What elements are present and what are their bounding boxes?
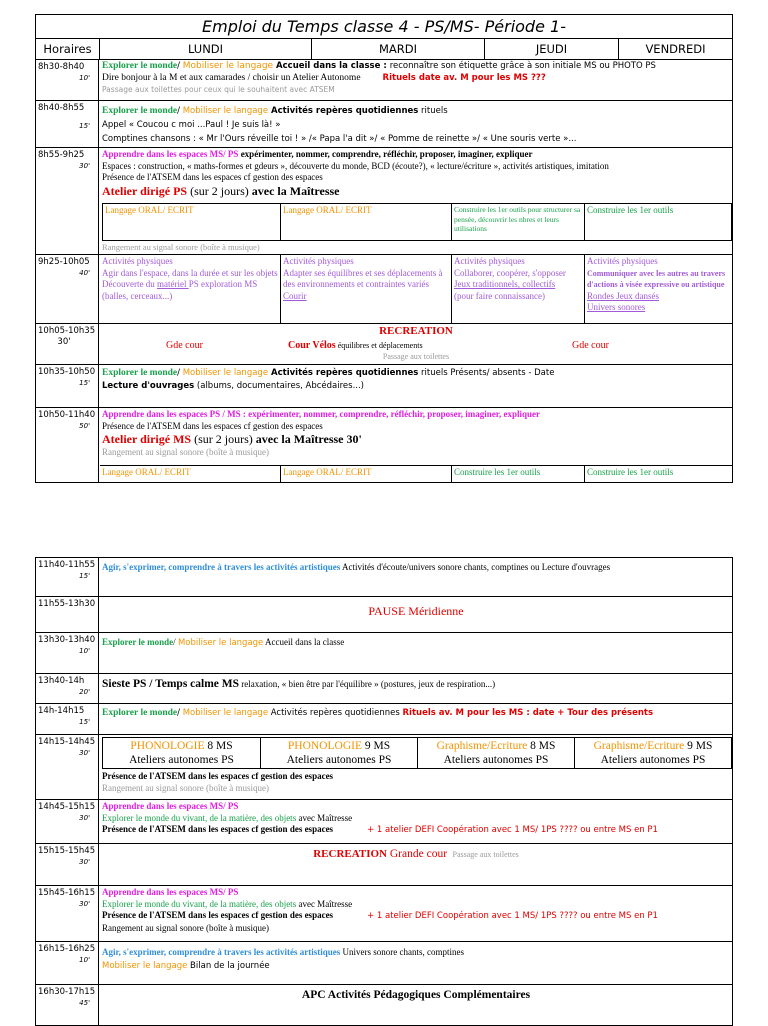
row-14h45 [35,799,733,844]
row-9h25 [35,254,733,324]
schedule-header [35,14,733,60]
row-content: Explorer le monde/ Mobiliser le langage Accueil dans la classe : reconnaître son étiquette grâce à son initiale MS ou PHOTO PS Dire bonjour à la M et aux camarades / choisir un Atelier Autonome Rituels date av. M pour les MS ??? Passage aux toilettes pour ceux qui le souhaitent avec ATSEM [102,61,656,94]
row-10h05 [35,323,733,365]
row-14h [35,703,733,735]
recreation-row: RECREATION Grande cour Passage aux toilettes [313,848,519,860]
time-cell: 15h15-15h45 30' [36,844,99,885]
cour-velos: Cour Vélos équilibres et déplacements [288,340,423,351]
subcell-vendredi: Construire les 1er outils [584,465,732,483]
apc-label: APC Activités Pédagogiques Complémentaires [301,989,531,1001]
time-cell: 13h40-14h 20' [36,674,99,703]
row-15h15 [35,843,733,886]
time-cell: 14h45-15h15 30' [36,800,99,843]
header-lundi: LUNDI [100,38,312,60]
subcell-lundi: Langage ORAL/ ECRIT [102,203,281,241]
row-13h30 [35,632,733,674]
row-content: Apprendre dans les espaces MS/ PS Explorer le monde du vivant, de la matière, des objets avec Maîtresse Présence de l'ATSEM dans les espaces cf gestion des espaces + 1 atelier DEFI Coopération avec 1 MS/ 1PS ???? ou entre MS en P1 [102,801,658,835]
row-16h15 [35,941,733,985]
row-8h40 [35,100,733,148]
row-content: Explorer le monde/ Mobiliser le langage Accueil dans la classe [102,637,345,648]
row-15h45 [35,885,733,942]
header-vendredi: VENDREDI [645,42,706,56]
subcell-lundi: Langage ORAL/ ECRIT [100,465,281,483]
recreation-label: RECREATION [379,325,453,337]
row-11h40 [35,557,733,597]
row-14h15 [35,734,733,800]
activity-mardi: Activités physiques Adapter ses équilibres et ses déplacements à des environnements et contraintes variés Courir [283,256,443,301]
subcell-jeudi: Construire les 1er outils [451,465,585,483]
row-footer: Présence de l'ATSEM dans les espaces cf gestion des espaces Rangement au signal sonore (boîte à musique) [102,771,334,793]
subcell-vendredi: Construire les 1er outils [584,203,732,241]
page-title: Emploi du Temps classe 4 - PS/MS- Période 1- [36,15,732,39]
header-jeudi: JEUDI [485,38,619,60]
time-cell: 10h05-10h35 30' [36,324,99,364]
gde-cour-lundi: Gde cour [166,340,203,351]
time-cell: 8h40-8h55 15' [36,101,99,147]
row-content: Agir, s'exprimer, comprendre à travers les activités artistiques Activités d'écoute/univers sonore chants, comptines ou Lecture d'ouvrages [102,562,611,572]
phon-cell-1: PHONOLOGIE 8 MS Ateliers autonomes PS [103,738,261,768]
gde-cour-jeudi: Gde cour [572,340,609,351]
row-content: Explorer le monde/ Mobiliser le langage Activités repères quotidiennes rituels Présents/ absents - Date Lecture d'ouvrages (albums, documentaires, Abcédaires...) [102,368,555,391]
time-cell: 13h30-13h40 10' [36,633,99,673]
time-cell: 9h25-10h05 40' [36,255,99,323]
row-16h30 [35,984,733,1026]
subcell-mardi: Langage ORAL/ ECRIT [280,465,452,483]
row-13h40 [35,673,733,704]
time-cell: 16h30-17h15 45' [36,985,99,1025]
rangement-note: Rangement au signal sonore (boîte à musique) [102,242,260,252]
time-cell: 11h40-11h55 15' [36,558,99,596]
row-content: Apprendre dans les espaces MS/ PS Explorer le monde du vivant, de la matière, des objets avec Maîtresse Présence de l'ATSEM dans les espaces cf gestion des espaces + 1 atelier DEFI Coopération avec 1 MS/ 1PS ???? ou entre MS en P1 Rangement au signal sonore (boîte à musique) [102,887,658,933]
time-cell: 8h30-8h40 10' [36,60,99,100]
row-content: Explorer le monde/ Mobiliser le langage Activités repères quotidiennes rituels Appel « Coucou c moi ...Paul ! Je suis là! » Comptines chansons : « Mr l'Ours réveille toi ! » /« Papa l'a dit »/ « Pomme de reinette »/ « Une souris verte »... [102,106,577,144]
header-mardi: MARDI [312,38,485,60]
time-cell: 10h35-10h50 15' [36,365,99,407]
time-cell: 10h50-11h40 50' [36,408,99,482]
row-10h35 [35,364,733,408]
phonology-grid [102,737,732,769]
row-content: Sieste PS / Temps calme MS relaxation, « bien être par l'équilibre » (postures, jeux de respiration...) [102,678,496,690]
subcell-mardi: Langage ORAL/ ECRIT [280,203,452,241]
row-11h55 [35,596,733,633]
row-content: Agir, s'exprimer, comprendre à travers les activités artistiques Univers sonore chants, comptines Mobiliser le langage Bilan de la journée [102,947,464,971]
activity-jeudi: Activités physiques Collaborer, coopérer, s'opposer Jeux traditionnels, collectifs (pour faire connaissance) [454,256,566,301]
subcell-jeudi: Construire les 1er outils pour structurer sa pensée, découvrir les nbres et leurs utilisations [451,203,585,241]
activity-lundi: Activités physiques Agir dans l'espace, dans la durée et sur les objets Découverte du matériel PS exploration MS (balles, cerceaux...) [102,256,278,301]
pause-label: PAUSE Méridienne [368,604,464,618]
row-content: Explorer le monde/ Mobiliser le langage Activités repères quotidiennes Rituels av. M pour les MS : date + Tour des présents [102,708,654,718]
row-content: Apprendre dans les espaces MS/ PS expérimenter, nommer, comprendre, réfléchir, proposer, imaginer, expliquer Espaces : construction, « maths-formes et gdeurs », découverte du monde, BCD (écoute?), « lecture/écriture », activités artistiques, imitation Présence de l'ATSEM dans les espaces cf gestion des espaces Atelier dirigé PS (sur 2 jours) avec la Maîtresse [102,149,609,198]
toilettes-note: Passage aux toilettes [382,352,450,361]
time-cell: 16h15-16h25 10' [36,942,99,984]
time-cell: 14h15-14h45 30' [36,735,99,799]
header-horaires: Horaires [36,38,100,60]
time-cell: 8h55-9h25 30' [36,148,99,254]
row-8h55 [35,147,733,255]
time-cell: 14h-14h15 15' [36,704,99,734]
time-cell: 15h45-16h15 30' [36,886,99,941]
activity-vendredi: Activités physiques Communiquer avec les autres au travers d'actions à visée expressive ou artistique Rondes Jeux dansés Univers sonores [587,256,726,312]
phon-cell-4: Graphisme/Ecriture 9 MS Ateliers autonomes PS [593,740,713,766]
row-8h30 [35,59,733,101]
phon-cell-2: PHONOLOGIE 9 MS Ateliers autonomes PS [261,738,418,768]
phon-cell-3: Graphisme/Ecriture 8 MS Ateliers autonomes PS [418,738,575,768]
row-content: Apprendre dans les espaces PS / MS : expérimenter, nommer, comprendre, réfléchir, proposer, imaginer, expliquer Présence de l'ATSEM dans les espaces cf gestion des espaces Atelier dirigé MS (sur 2 jours) avec la Maîtresse 30' Rangement au signal sonore (boîte à musique) [102,409,540,457]
time-cell: 11h55-13h30 [36,597,99,632]
row-10h50 [35,407,733,483]
